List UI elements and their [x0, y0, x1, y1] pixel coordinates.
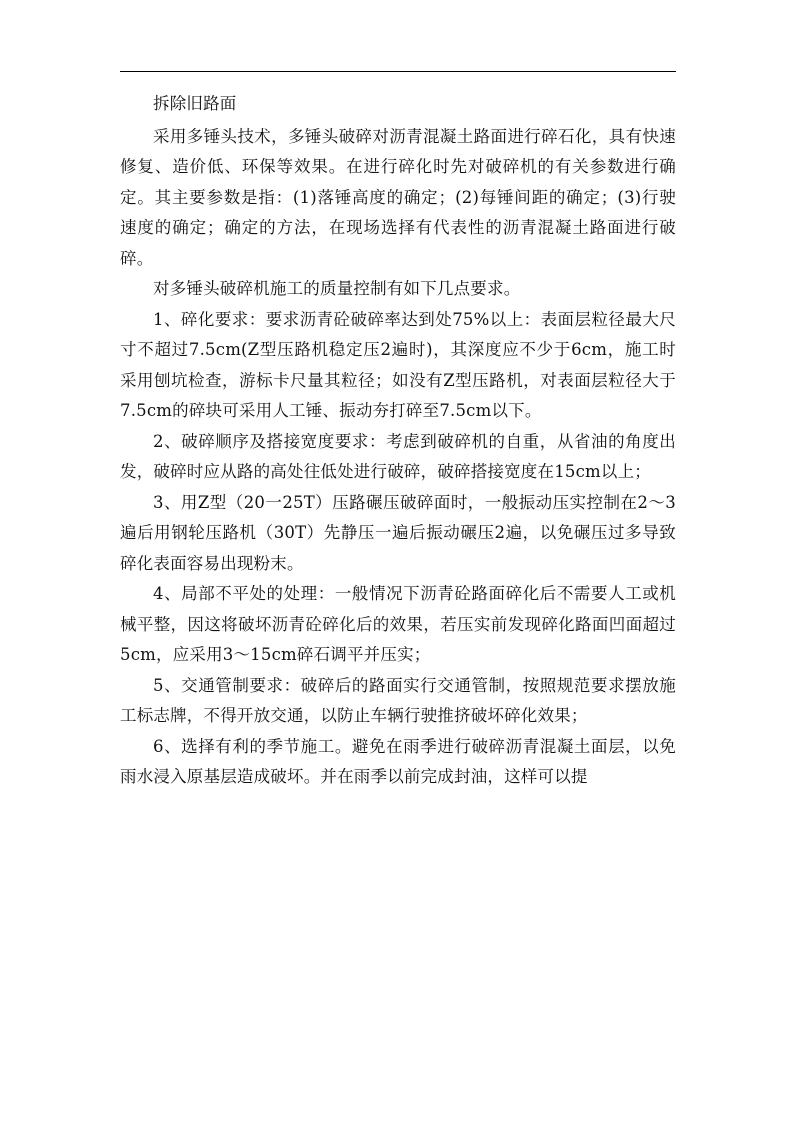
- paragraph-item-1: 1、碎化要求：要求沥青砼破碎率达到处75%以上：表面层粒径最大尺寸不超过7.5cm(Z型压路机稳定压2遍时)，其深度应不少于6cm，施工时采用刨坑检查，游标卡尺量其粒径；如没有Z型压路机，对表面层粒径大于7.5cm的碎块可采用人工锤、振动夯打碎至7.5cm以下。: [120, 309, 676, 420]
- section-heading: 拆除旧路面: [153, 94, 237, 113]
- document-body: [120, 89, 676, 793]
- paragraph-item-6: 6、选择有利的季节施工。避免在雨季进行破碎沥青混凝土面层，以免雨水浸入原基层造成破坏。并在雨季以前完成封油，这样可以提: [120, 736, 676, 786]
- paragraph-item-5: 5、交通管制要求：破碎后的路面实行交通管制，按照规范要求摆放施工标志牌，不得开放交通，以防止车辆行驶推挤破坏碎化效果；: [120, 675, 676, 725]
- paragraph-item-3: 3、用Z型（20一25T）压路碾压破碎面时，一般振动压实控制在2～3遍后用钢轮压路机（30T）先静压一遍后振动碾压2遍，以免碾压过多导致碎化表面容易出现粉末。: [120, 492, 676, 573]
- paragraph-item-4: 4、局部不平处的处理：一般情况下沥青砼路面碎化后不需要人工或机械平整，因这将破坏沥青砼碎化后的效果，若压实前发现碎化路面凹面超过5cm，应采用3～15cm碎石调平并压实；: [120, 584, 676, 664]
- header-rule: [120, 71, 676, 72]
- paragraph-requirements-lead: 对多锤头破碎机施工的质量控制有如下几点要求。: [153, 279, 521, 298]
- paragraph-item-2: 2、破碎顺序及搭接宽度要求：考虑到破碎机的自重，从省油的角度出发，破碎时应从路的高处往低处进行破碎，破碎搭接宽度在15cm以上；: [120, 431, 676, 481]
- paragraph-intro: 采用多锤头技术，多锤头破碎对沥青混凝土路面进行碎石化，具有快速修复、造价低、环保等效果。在进行碎化时先对破碎机的有关参数进行确定。其主要参数是指：(1)落锤高度的确定；(2)每锤间距的确定；(3)行驶速度的确定；确定的方法，在现场选择有代表性的沥青混凝土路面进行破碎。: [120, 126, 676, 268]
